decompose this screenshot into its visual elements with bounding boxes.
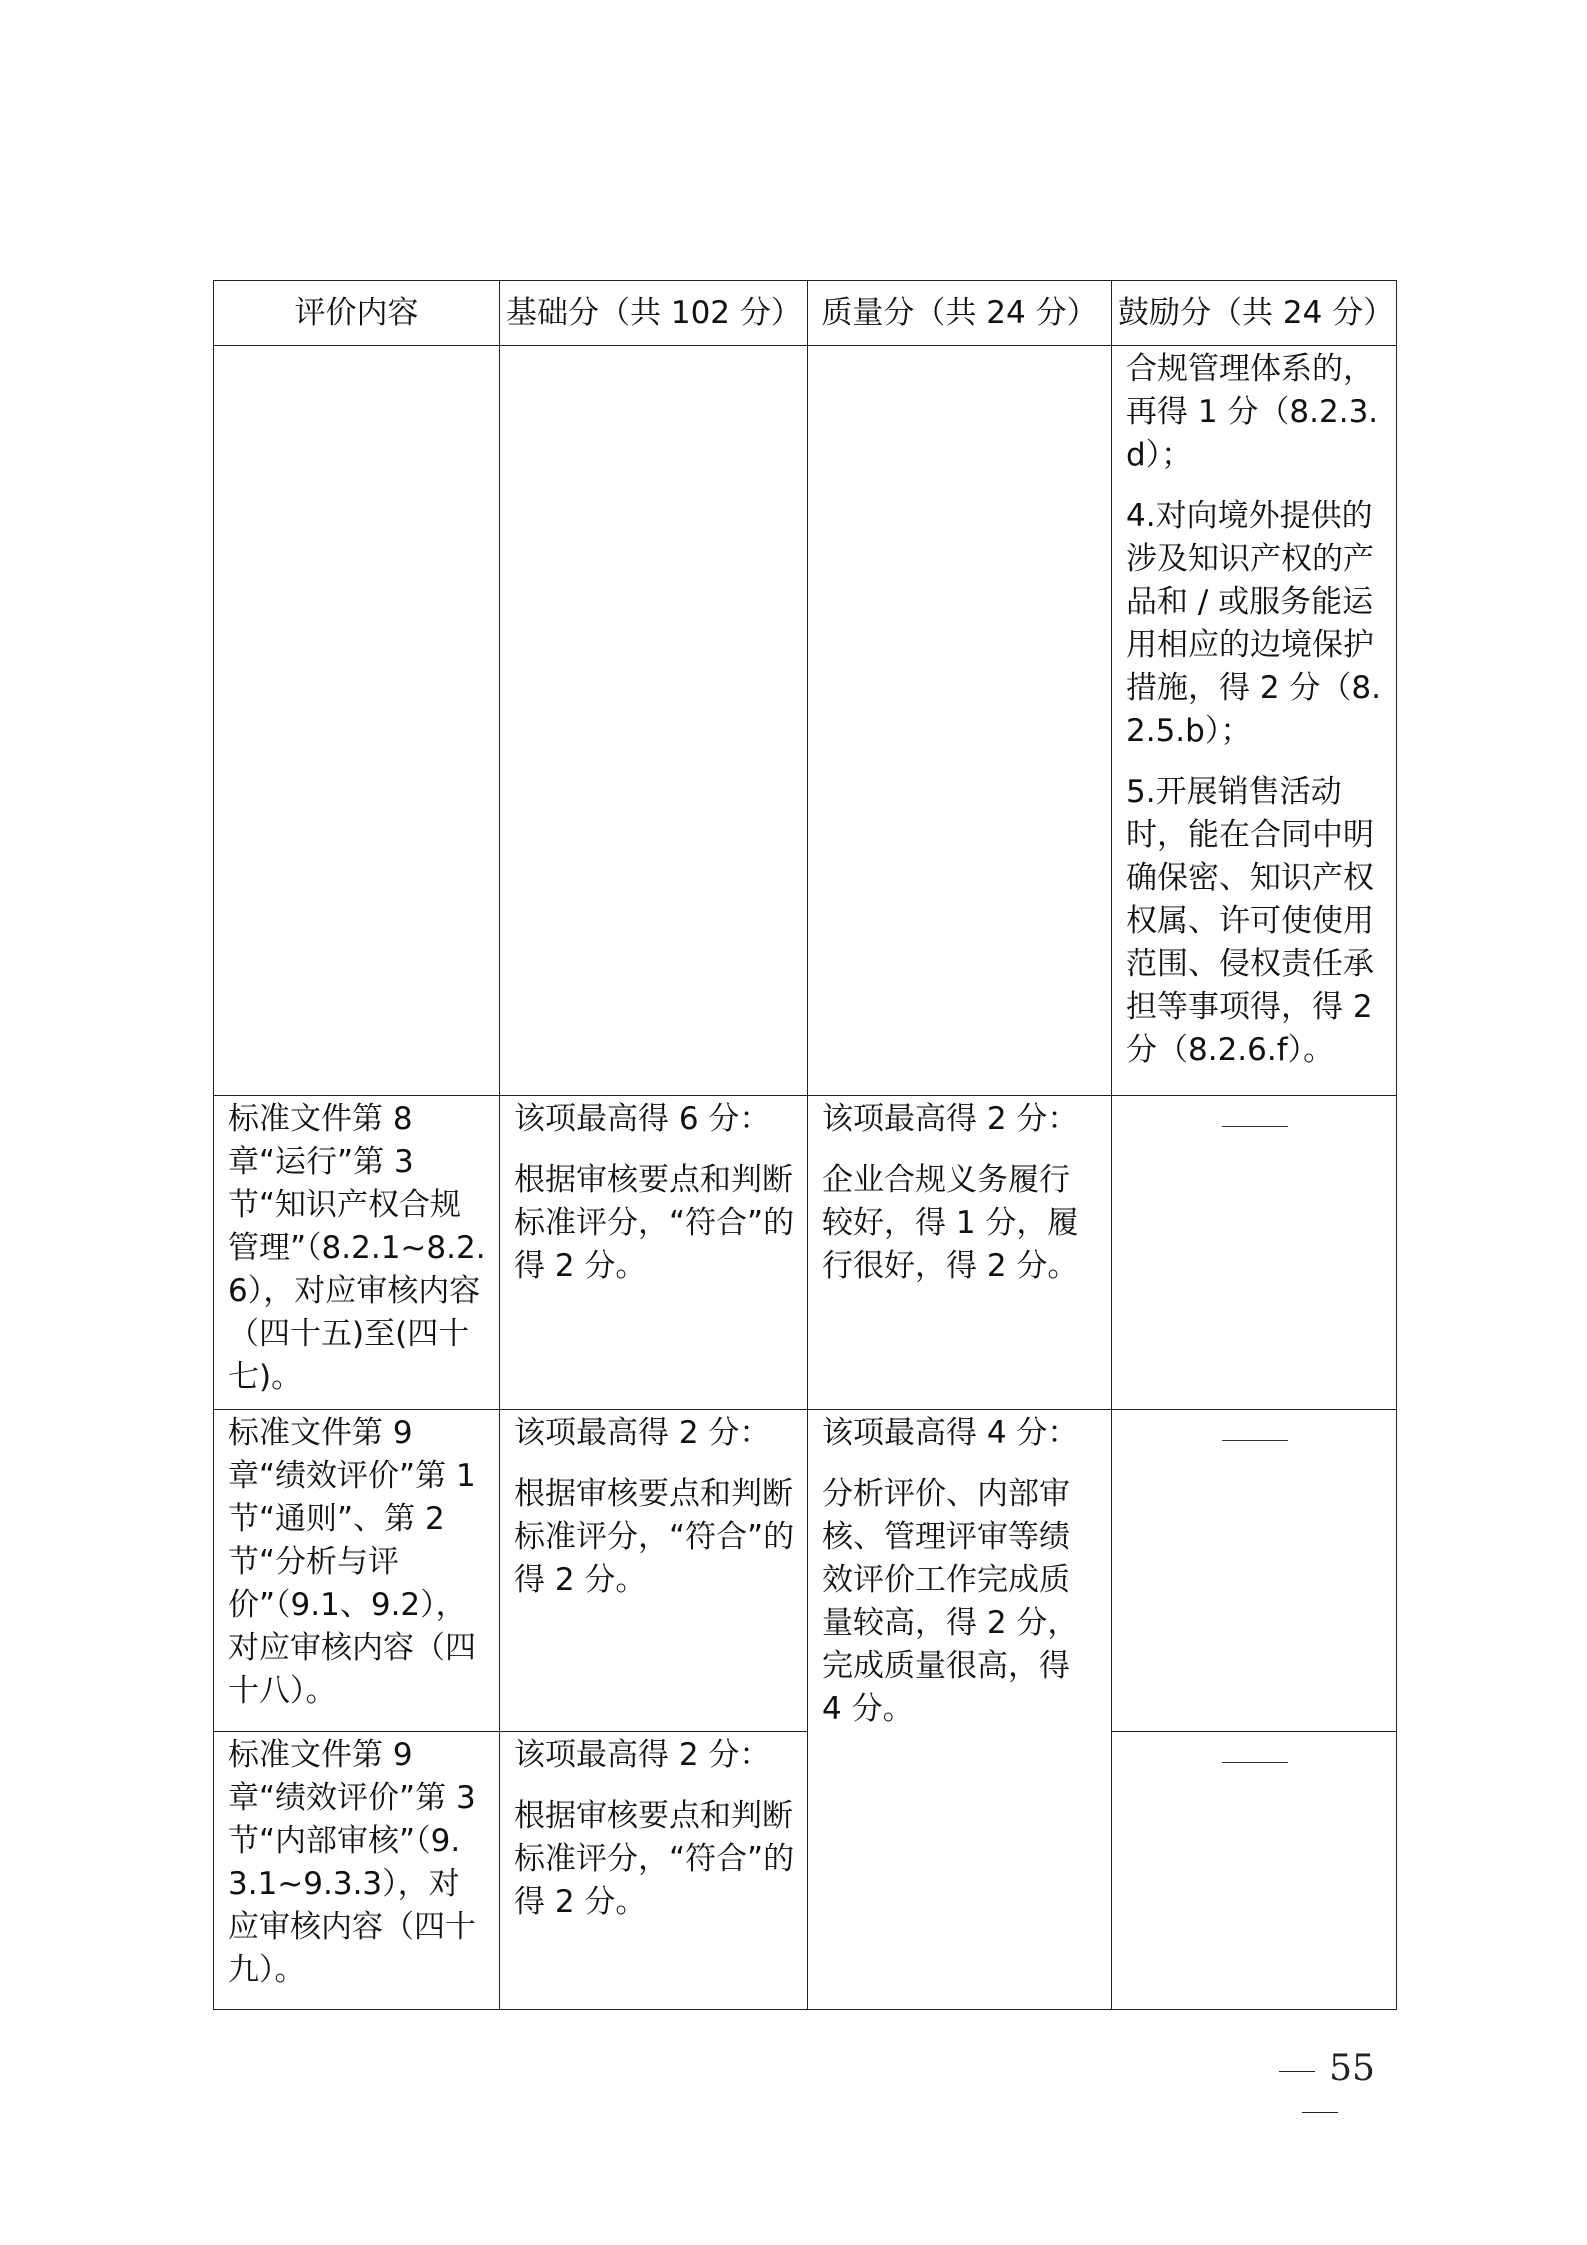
base-score-cell bbox=[500, 1732, 808, 2010]
base-score-cell bbox=[500, 1410, 808, 1732]
page-number-dash-right bbox=[1302, 2112, 1338, 2113]
empty-dash bbox=[1222, 1762, 1288, 1763]
scoring-table bbox=[213, 280, 1397, 2010]
header-encouragement-score: 鼓励分（共 24 分） bbox=[1112, 281, 1397, 346]
page-number-dash-left bbox=[1279, 2071, 1315, 2072]
page-number-value: 55 bbox=[1329, 2048, 1375, 2089]
encouragement-paragraph: 合规管理体系的，再得 1 分（8.2.3.d）； bbox=[1126, 351, 1379, 473]
encouragement-score-cell bbox=[1112, 1096, 1397, 1410]
quality-score-max: 该项最高得 4 分： bbox=[822, 1415, 1079, 1451]
table-row bbox=[214, 1410, 1397, 1732]
base-score-max: 该项最高得 2 分： bbox=[514, 1415, 771, 1451]
content-cell: 标准文件第 8 章“运行”第 3 节“知识产权合规管理”（8.2.1~8.2.6），对应审核内容（四十五)至(四十七)。 bbox=[214, 1096, 500, 1410]
base-score-cell bbox=[500, 1096, 808, 1410]
quality-score-max: 该项最高得 2 分： bbox=[822, 1101, 1079, 1137]
quality-score-cell bbox=[808, 1410, 1112, 2010]
base-score-rule: 根据审核要点和判断标准评分，“符合”的得 2 分。 bbox=[514, 1162, 795, 1284]
encouragement-paragraph: 4.对向境外提供的涉及知识产权的产品和 / 或服务能运用相应的边境保护措施，得 2 分（8.2.5.b）； bbox=[1126, 498, 1382, 749]
table-row bbox=[214, 346, 1397, 1096]
encouragement-score-cell bbox=[1112, 346, 1397, 1096]
header-quality-score: 质量分（共 24 分） bbox=[808, 281, 1112, 346]
content-cell bbox=[214, 346, 500, 1096]
quality-score-cell bbox=[808, 1096, 1112, 1410]
page-number bbox=[1240, 2048, 1400, 2130]
quality-score-rule: 分析评价、内部审核、管理评审等绩效评价工作完成质量较高，得 2 分，完成质量很高，得 4 分。 bbox=[822, 1476, 1079, 1727]
base-score-cell bbox=[500, 346, 808, 1096]
table-row bbox=[214, 1096, 1397, 1410]
table-header-row bbox=[214, 281, 1397, 346]
encouragement-score-cell bbox=[1112, 1410, 1397, 1732]
encouragement-paragraph: 5.开展销售活动时，能在合同中明确保密、知识产权权属、许可使使用范围、侵权责任承担等事项得，得 2 分（8.2.6.f）。 bbox=[1126, 774, 1374, 1068]
content-cell: 标准文件第 9 章“绩效评价”第 3 节“内部审核”（9.3.1~9.3.3），对应审核内容（四十九）。 bbox=[214, 1732, 500, 2010]
empty-dash bbox=[1222, 1440, 1288, 1441]
base-score-max: 该项最高得 6 分： bbox=[514, 1101, 771, 1137]
empty-dash bbox=[1222, 1126, 1288, 1127]
base-score-max: 该项最高得 2 分： bbox=[514, 1737, 771, 1773]
content-cell: 标准文件第 9 章“绩效评价”第 1 节“通则”、第 2 节“分析与评价”（9.1、9.2），对应审核内容（四十八）。 bbox=[214, 1410, 500, 1732]
table-row bbox=[214, 1732, 1397, 2010]
header-base-score: 基础分（共 102 分） bbox=[500, 281, 808, 346]
base-score-rule: 根据审核要点和判断标准评分，“符合”的得 2 分。 bbox=[514, 1798, 795, 1920]
quality-score-rule: 企业合规义务履行较好，得 1 分，履行很好，得 2 分。 bbox=[822, 1162, 1079, 1284]
base-score-rule: 根据审核要点和判断标准评分，“符合”的得 2 分。 bbox=[514, 1476, 795, 1598]
header-evaluation-content: 评价内容 bbox=[214, 281, 500, 346]
encouragement-score-cell bbox=[1112, 1732, 1397, 2010]
quality-score-cell bbox=[808, 346, 1112, 1096]
